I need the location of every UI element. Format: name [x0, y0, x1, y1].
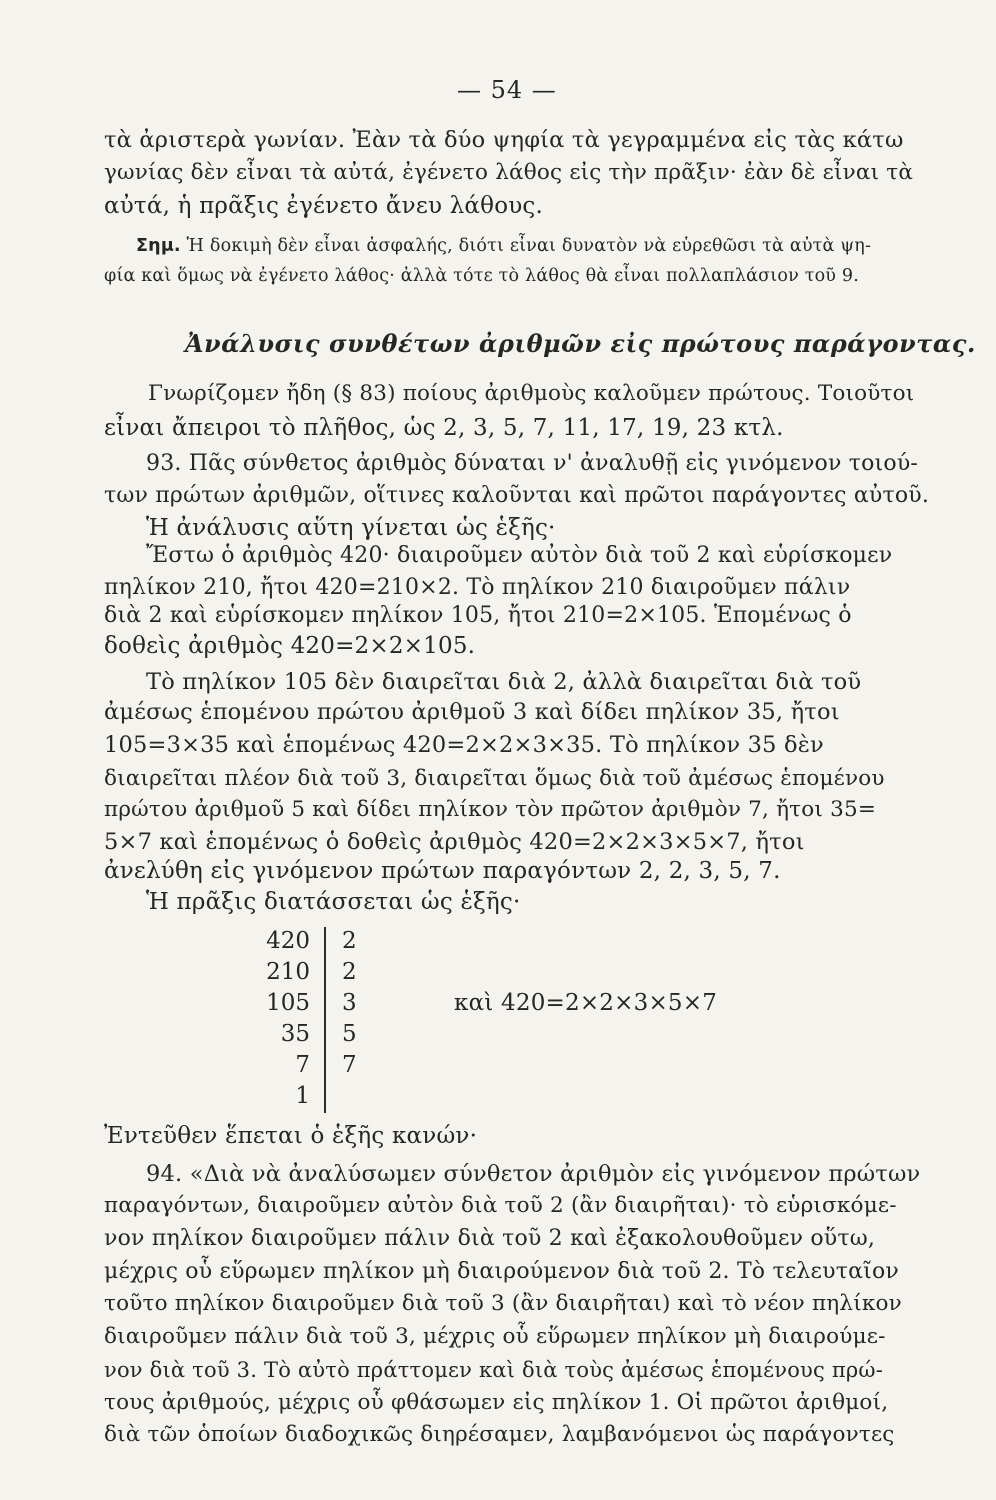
text-line: Ἡ πρᾶξις διατάσσεται ὡς ἑξῆς· [146, 889, 521, 915]
dividend: 420 [266, 928, 310, 954]
division-table [230, 927, 430, 1117]
text-line: Ἡ ἀνάλυσις αὕτη γίνεται ὡς ἑξῆς· [146, 515, 556, 541]
division-result: καὶ 420=2×2×3×5×7 [454, 990, 718, 1016]
note-text: Ἡ δοκιμὴ δὲν εἶναι ἀσφαλής, διότι εἶναι δυνατὸν νὰ εὑρεθῶσι τὰ αὐτὰ ψη- [186, 236, 872, 256]
text-line: εἶναι ἄπειροι τὸ πλῆθος, ὡς 2, 3, 5, 7, 11, 17, 19, 23 κτλ. [104, 415, 784, 441]
note-line-1 [136, 234, 871, 258]
text-line: ἀνελύθη εἰς γινόμενον πρώτων παραγόντων 2, 2, 3, 5, 7. [104, 858, 781, 884]
text-line: πρώτου ἀριθμοῦ 5 καὶ δίδει πηλίκον τὸν πρῶτον ἀριθμὸν 7, ἤτοι 35= [104, 797, 877, 822]
text-line: ἀμέσως ἑπομένου πρώτου ἀριθμοῦ 3 καὶ δίδει πηλίκον 35, ἤτοι [104, 699, 840, 725]
dividend: 105 [266, 990, 310, 1016]
text-line: παραγόντων, διαιροῦμεν αὐτὸν διὰ τοῦ 2 (ἂν διαιρῆται)· τὸ εὑρισκόμε- [104, 1193, 897, 1218]
page-number: — 54 — [457, 76, 557, 104]
divisor: 2 [342, 959, 357, 985]
divisor: 2 [342, 928, 357, 954]
text-line: διαιρεῖται πλέον διὰ τοῦ 3, διαιρεῖται ὅμως διὰ τοῦ ἀμέσως ἑπομένου [104, 766, 885, 791]
text-line: νον διὰ τοῦ 3. Τὸ αὐτὸ πράττομεν καὶ διὰ τοὺς ἀμέσως ἑπομένους πρώ- [104, 1358, 884, 1382]
divisor: 7 [342, 1052, 357, 1078]
dividend: 210 [266, 959, 310, 985]
text-line: Γνωρίζομεν ἤδη (§ 83) ποίους ἀριθμοὺς καλοῦμεν πρώτους. Τοιοῦτοι [148, 381, 915, 406]
text-line: 94. «Διὰ νὰ ἀναλύσωμεν σύνθετον ἀριθμὸν εἰς γινόμενον πρώτων [146, 1161, 921, 1187]
text-line: μέχρις οὗ εὕρωμεν πηλίκον μὴ διαιρούμενον διὰ τοῦ 2. Τὸ τελευταῖον [104, 1259, 900, 1284]
divisor: 5 [342, 1021, 357, 1047]
text-line: τὰ ἀριστερὰ γωνίαν. Ἐὰν τὰ δύο ψηφία τὰ γεγραμμένα εἰς τὰς κάτω [104, 127, 904, 153]
text-line: διὰ 2 καὶ εὑρίσκομεν πηλίκον 105, ἤτοι 210=2×105. Ἑπομένως ὁ [104, 603, 852, 628]
text-line: 93. Πᾶς σύνθετος ἀριθμὸς δύναται ν' ἀναλυθῇ εἰς γινόμενον τοιού- [146, 451, 919, 476]
text-line: διαιροῦμεν πάλιν διὰ τοῦ 3, μέχρις οὗ εὕρωμεν πηλίκον μὴ διαιρούμε- [104, 1324, 886, 1349]
divisor: 3 [342, 990, 357, 1016]
text-line: 5×7 καὶ ἑπομένως ὁ δοθεὶς ἀριθμὸς 420=2×2×3×5×7, ἤτοι [104, 829, 805, 855]
text-line: διὰ τῶν ὁποίων διαδοχικῶς διηρέσαμεν, λαμβανόμενοι ὡς παράγοντες [104, 1422, 895, 1447]
dividend: 1 [295, 1083, 310, 1109]
text-line: 105=3×35 καὶ ἑπομένως 420=2×2×3×35. Τὸ πηλίκον 35 δὲν [104, 732, 824, 758]
text-line: πηλίκον 210, ἤτοι 420=210×2. Τὸ πηλίκον 210 διαιροῦμεν πάλιν [104, 575, 851, 600]
note-label: Σημ. [136, 236, 181, 256]
section-heading: Ἀνάλυσις συνθέτων ἀριθμῶν εἰς πρώτους παράγοντας. [185, 329, 976, 358]
text-line: των πρώτων ἀριθμῶν, οἵτινες καλοῦνται καὶ πρῶτοι παράγοντες αὐτοῦ. [104, 483, 930, 508]
text-line: δοθεὶς ἀριθμὸς 420=2×2×105. [104, 633, 476, 659]
text-line: Ἐντεῦθεν ἕπεται ὁ ἑξῆς κανών· [104, 1123, 478, 1149]
text-line: Τὸ πηλίκον 105 δὲν διαιρεῖται διὰ 2, ἀλλὰ διαιρεῖται διὰ τοῦ [146, 669, 862, 695]
text-line: τους ἀριθμούς, μέχρις οὗ φθάσωμεν εἰς πηλίκον 1. Οἱ πρῶτοι ἀριθμοί, [104, 1390, 889, 1415]
text-line: γωνίας δὲν εἶναι τὰ αὐτά, ἐγένετο λάθος εἰς τὴν πρᾶξιν· ἐὰν δὲ εἶναι τὰ [104, 160, 914, 185]
text-line: αὐτά, ἡ πρᾶξις ἐγένετο ἄνευ λάθους. [104, 193, 544, 219]
text-line: τοῦτο πηλίκον διαιροῦμεν διὰ τοῦ 3 (ἂν διαιρῆται) καὶ τὸ νέον πηλίκον [104, 1291, 902, 1316]
text-line: Ἔστω ὁ ἀριθμὸς 420· διαιροῦμεν αὐτὸν διὰ τοῦ 2 καὶ εὑρίσκομεν [146, 543, 893, 568]
text-line: νον πηλίκον διαιροῦμεν πάλιν διὰ τοῦ 2 καὶ ἐξακολουθοῦμεν οὕτω, [104, 1226, 876, 1251]
dividend: 35 [280, 1021, 310, 1047]
dividend: 7 [295, 1052, 310, 1078]
division-vertical-rule [324, 927, 326, 1113]
note-line-2: φία καὶ ὅμως νὰ ἐγένετο λάθος· ἀλλὰ τότε τὸ λάθος θὰ εἶναι πολλαπλάσιον τοῦ 9. [104, 266, 860, 286]
